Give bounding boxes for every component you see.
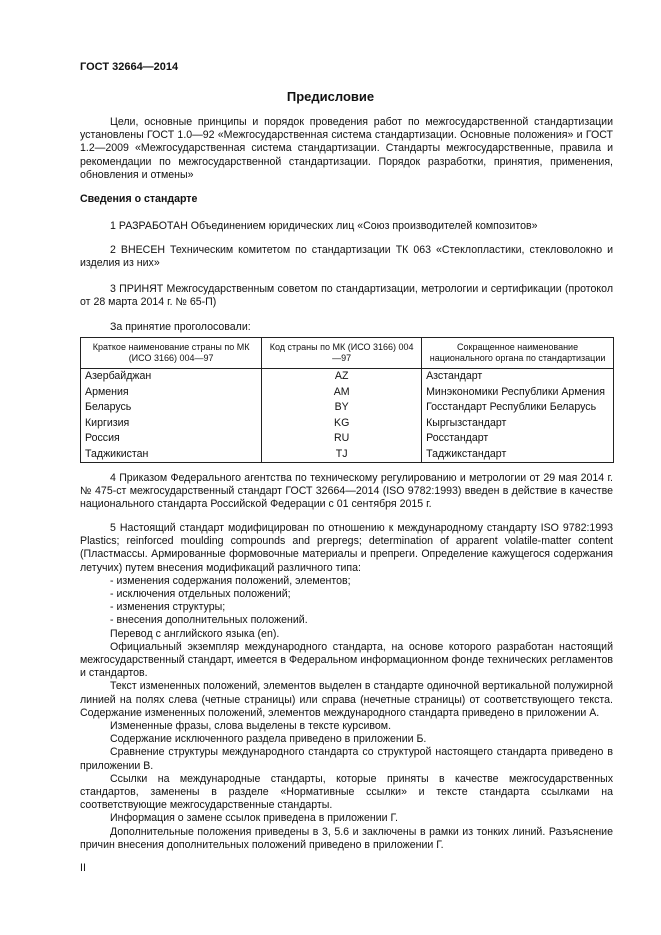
- intro-section: [80, 116, 613, 182]
- table-header-row: [81, 338, 614, 369]
- references-note: Ссылки на международные стандарты, которые приняты в качестве межгосударственных стандартов, заменены в разделе «Нормативные ссылки» и тексте стандарта ссылками на соответствующие межгосударственные стандарты.: [80, 772, 613, 812]
- code-cell: BY: [262, 400, 422, 416]
- table-row: [81, 385, 614, 401]
- translation-note: Перевод с английского языка (en).: [110, 627, 280, 640]
- column-header-authority: Сокращенное наименование национального органа по стандартизации: [422, 338, 614, 369]
- item-1: 1 РАЗРАБОТАН Объединением юридических лиц «Союз производителей композитов»: [110, 220, 538, 232]
- list-item: - исключения отдельных положений;: [110, 588, 291, 601]
- code-cell: RU: [262, 431, 422, 447]
- country-cell: Азербайджан: [81, 369, 262, 385]
- item-5-block: [80, 522, 613, 852]
- item-3: 3 ПРИНЯТ Межгосударственным советом по стандартизации, метрологии и сертификации (протокол от 28 марта 2014 г. № 65-П): [80, 283, 613, 309]
- vote-table: [80, 337, 614, 463]
- vote-label: За принятие проголосовали:: [110, 321, 251, 333]
- excluded-section-note: Содержание исключенного раздела приведено в приложении Б.: [110, 733, 427, 746]
- code-cell: AM: [262, 385, 422, 401]
- code-cell: KG: [262, 416, 422, 432]
- code-cell: TJ: [262, 447, 422, 463]
- table-row: [81, 447, 614, 463]
- section-heading: Сведения о стандарте: [80, 193, 198, 205]
- country-cell: Россия: [81, 431, 262, 447]
- vote-label-block: [80, 321, 613, 334]
- table-row: [81, 416, 614, 432]
- country-cell: Киргизия: [81, 416, 262, 432]
- page-title: Предисловие: [286, 89, 375, 104]
- item-1-block: [80, 220, 613, 233]
- column-header-country: Краткое наименование страны по МК (ИСО 3166) 004—97: [81, 338, 262, 369]
- list-item: - изменения структуры;: [110, 601, 226, 614]
- list-item: - изменения содержания положений, элементов;: [110, 574, 351, 587]
- table-row: [81, 400, 614, 416]
- column-header-code: Код страны по МК (ИСО 3166) 004—97: [262, 338, 422, 369]
- item-5: 5 Настоящий стандарт модифицирован по отношению к международному стандарту ISO 9782:1993 Plastics; reinforced moulding compounds and prepregs; determination of apparent volatile-matter content (Пластмассы. Армированные формовочные материалы и препреги. Определение кажущегося содержания летучих) путем внесения модификаций различного типа:: [80, 522, 613, 574]
- authority-cell: Росстандарт: [422, 431, 614, 447]
- item-3-block: [80, 283, 613, 309]
- authority-cell: Кыргызстандарт: [422, 416, 614, 432]
- authority-cell: Госстандарт Республики Беларусь: [422, 400, 614, 416]
- intro-paragraph: Цели, основные принципы и порядок проведения работ по межгосударственной стандартизации установлены ГОСТ 1.0—92 «Межгосударственная система стандартизации. Основные положения» и ГОСТ 1.2—2009 «Межгосударственная система стандартизации. Стандарты межгосударственные, правила и рекомендации по межгосударственной стандартизации. Порядок разработки, принятия, применения, обновления и отмены»: [80, 116, 613, 181]
- country-cell: Армения: [81, 385, 262, 401]
- item-4: 4 Приказом Федерального агентства по техническому регулированию и метрологии от 29 мая 2014 г. № 475-ст межгосударственный стандарт ГОСТ 32664—2014 (ISO 9782:1993) введен в действие в качестве национального стандарта Российской Федерации с 01 сентября 2015 г.: [80, 472, 613, 511]
- authority-cell: Таджикстандарт: [422, 447, 614, 463]
- official-copy-note: Официальный экземпляр международного стандарта, на основе которого разработан настоящий межгосударственный стандарт, имеется в Федеральном информационном фонде технических регламентов и стандартов.: [80, 640, 613, 680]
- italic-note: Измененные фразы, слова выделены в тексте курсивом.: [110, 720, 392, 733]
- item-2-block: [80, 244, 613, 270]
- country-cell: Беларусь: [81, 400, 262, 416]
- table-row: [81, 431, 614, 447]
- list-item: - внесения дополнительных положений.: [110, 614, 308, 627]
- additional-note: Дополнительные положения приведены в 3, 5.6 и заключены в рамки из тонких линий. Разъяснение причин внесения дополнительных положений приведено в приложении Г.: [80, 825, 613, 851]
- structure-compare-note: Сравнение структуры международного стандарта со структурой настоящего стандарта приведено в приложении В.: [80, 746, 613, 772]
- authority-cell: Минэкономики Республики Армения: [422, 385, 614, 401]
- standard-code: ГОСТ 32664—2014: [80, 61, 179, 73]
- page-number: II: [80, 862, 86, 874]
- section-heading-block: [80, 193, 613, 206]
- authority-cell: Азстандарт: [422, 369, 614, 385]
- table-row: [81, 369, 614, 385]
- code-cell: AZ: [262, 369, 422, 385]
- changed-text-note: Текст измененных положений, элементов выделен в стандарте одиночной вертикальной полужирной линией на полях слева (четные страницы) или справа (нечетные страницы) от соответствующего текста. Содержание измененных положений, элементов международного стандарта приведено в приложении А.: [80, 680, 613, 719]
- country-cell: Таджикистан: [81, 447, 262, 463]
- item-4-block: [80, 472, 613, 512]
- item-2: 2 ВНЕСЕН Техническим комитетом по стандартизации ТК 063 «Стеклопластики, стекловолокно и изделия из них»: [80, 244, 613, 270]
- references-info-note: Информация о замене ссылок приведена в приложении Г.: [110, 812, 398, 825]
